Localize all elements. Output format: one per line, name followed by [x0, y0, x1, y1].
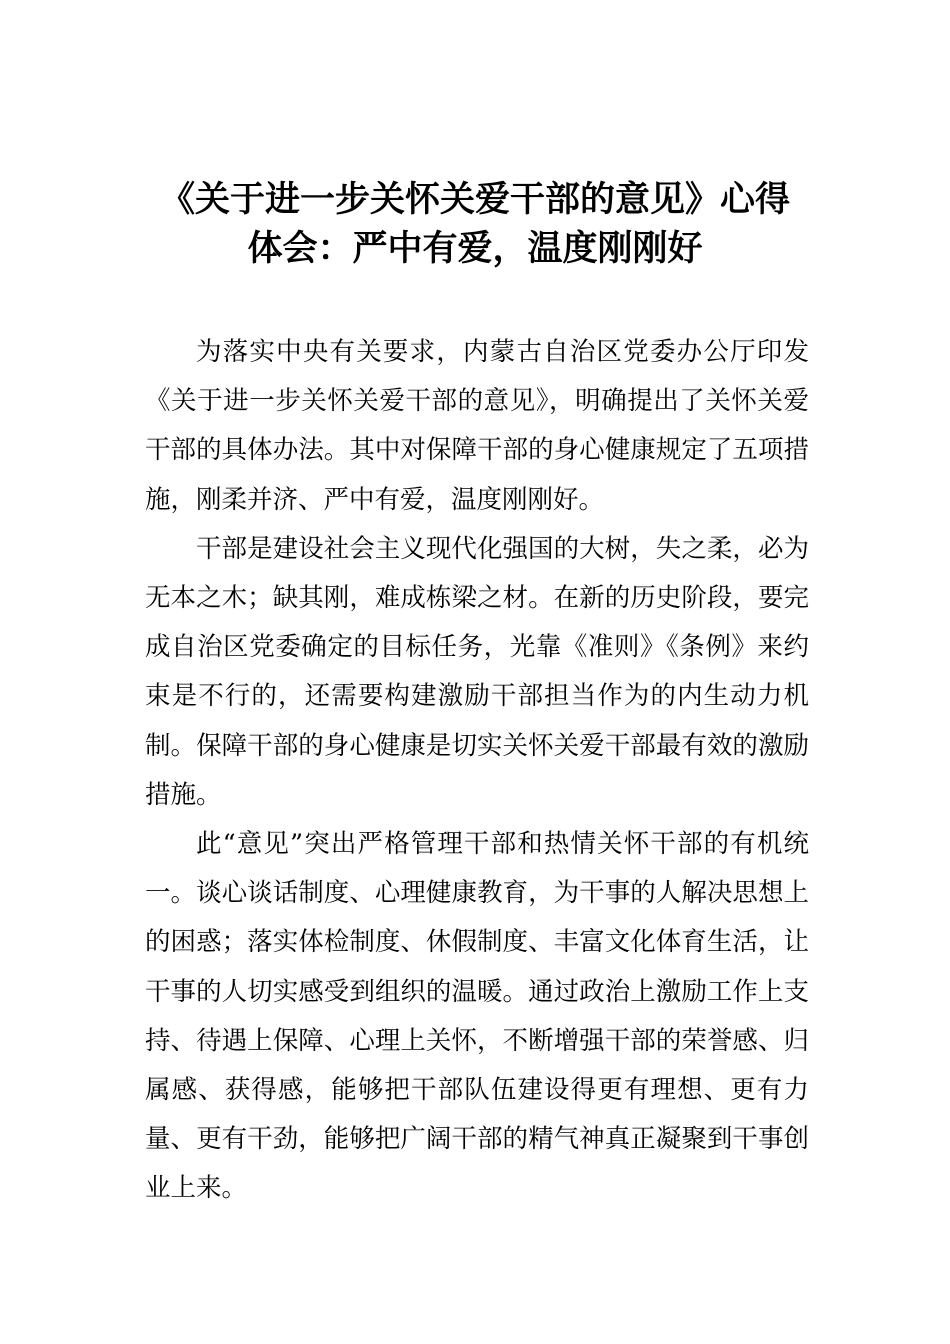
document-title-line-2: 体会：严中有爱，温度刚刚好	[247, 229, 703, 269]
paragraph-2: 干部是建设社会主义现代化强国的大树，失之柔，必为无本之木；缺其刚，难成栋梁之材。在新的历史阶段，要完成自治区党委确定的目标任务，光靠《准则》《条例》来约束是不行的，还需要构建激励干部担当作为的内生动力机制。保障干部的身心健康是切实关怀关爱干部最有效的激励措施。	[145, 533, 809, 810]
document-body	[145, 328, 809, 1214]
paragraph-3: 此“意见”突出严格管理干部和热情关怀干部的有机统一。谈心谈话制度、心理健康教育，为干事的人解决思想上的困惑；落实体检制度、休假制度、丰富文化体育生活，让干事的人切实感受到组织的温暖。通过政治上激励工作上支持、待遇上保障、心理上关怀，不断增强干部的荣誉感、归属感、获得感，能够把干部队伍建设得更有理想、更有力量、更有干劲，能够把广阔干部的精气神真正凝聚到干事创业上来。	[145, 829, 809, 1204]
paragraph-1: 为落实中央有关要求，内蒙古自治区党委办公厅印发《关于进一步关怀关爱干部的意见》，明确提出了关怀关爱干部的具体办法。其中对保障干部的身心健康规定了五项措施，刚柔并济、严中有爱，温度刚刚好。	[145, 337, 809, 515]
document-title-line-1: 《关于进一步关怀关爱干部的意见》心得	[159, 180, 790, 220]
